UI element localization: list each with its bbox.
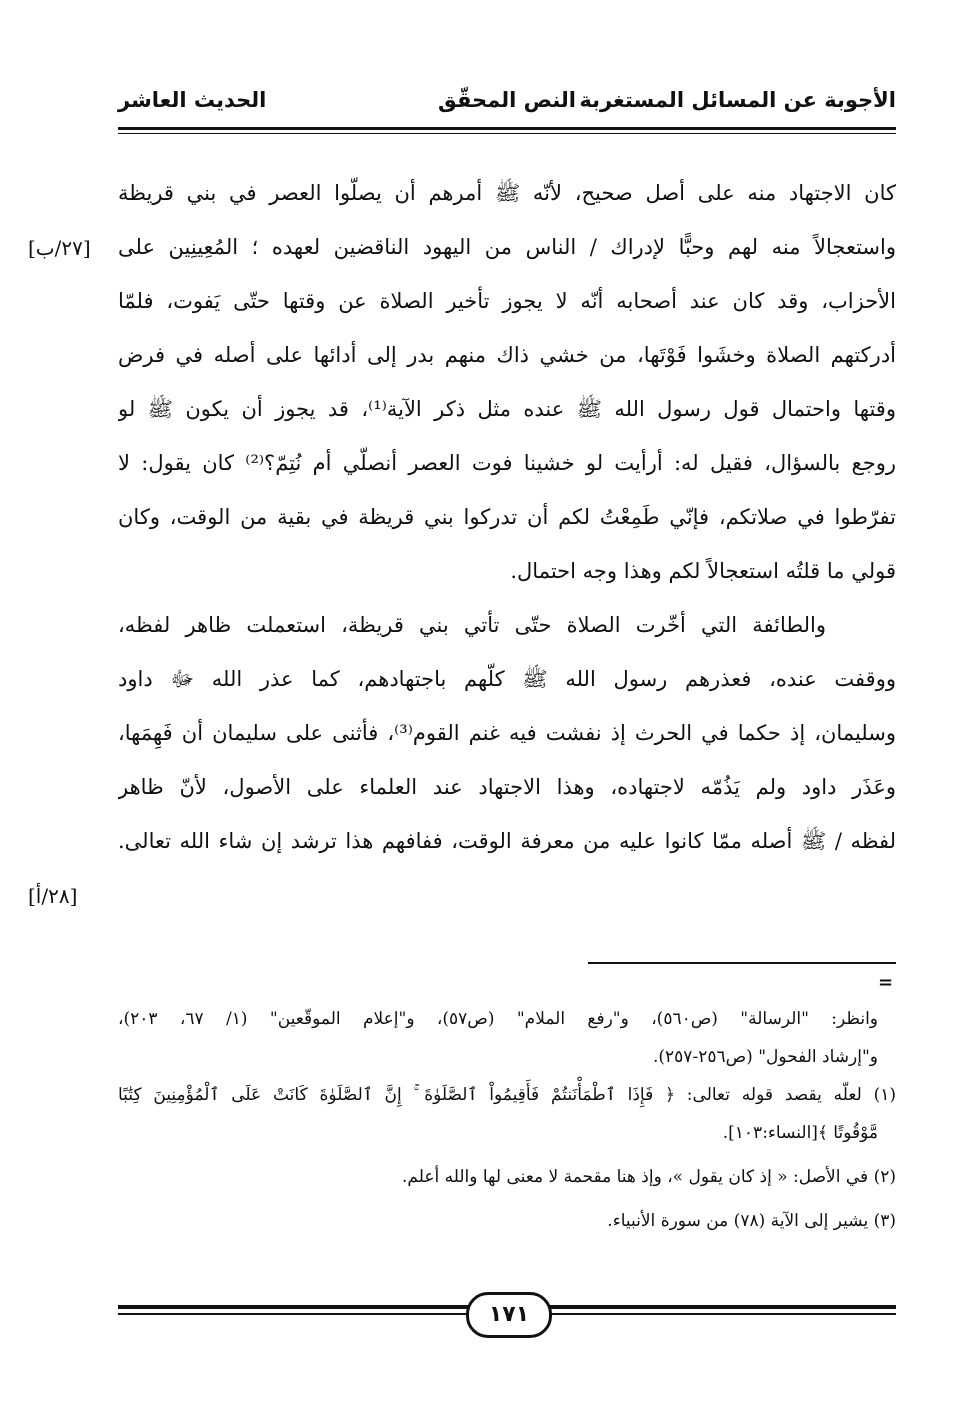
text-line: وسليمان، إذ حكما في الحرث إذ نفشت فيه غنم القوم⁽³⁾، فأثنى على سليمان أن فَهِمَها،	[118, 721, 896, 745]
footnote-3: (٣) يشير إلى الآية (٧٨) من سورة الأنبياء.	[607, 1211, 896, 1231]
footnote-separator	[588, 962, 896, 964]
text-line: قولي ما قلتُه استعجالاً لكم وهذا وجه احتمال.	[510, 559, 896, 583]
text-line: واستعجالاً منه لهم وحبًّا لإدراك / الناس من اليهود الناقضين لعهده ؛ المُعِينِين على	[118, 235, 896, 259]
footnote-1: (١) لعلّه يقصد قوله تعالى: ﴿ فَإِذَا ٱطْمَأْنَنتُمْ فَأَقِيمُواْ ٱلصَّلَوٰةَ ۚ إِنَّ ٱلصَّلَوٰةَ كَانَتْ عَلَى ٱلْمُؤْمِنِينَ كِتَٰبًا	[118, 1085, 896, 1105]
text-line: لفظه / ﷺ أصله ممّا كانوا عليه من معرفة الوقت، ففافهم هذا ترشد إن شاء الله تعالى.	[118, 829, 896, 853]
header-rule-thin	[118, 133, 896, 134]
manuscript-folio-marker: [٢٧/ب]	[28, 236, 91, 260]
footnote-line: و"إرشاد الفحول" (ص٢٥٦-٢٥٧).	[653, 1047, 878, 1067]
running-header	[118, 82, 896, 126]
header-chapter: الحديث العاشر	[118, 88, 267, 112]
footnote-line: وانظر: "الرسالة" (ص٥٦٠)، و"رفع الملام" (ص٥٧)، و"إعلام الموقّعين" (١/ ٦٧، ٢٠٣)،	[118, 1009, 878, 1029]
text-line: تفرّطوا في صلاتكم، فإنّي طَمِعْتُ لكم أن تدركوا بني قريظة في بقية من الوقت، وكان	[118, 505, 896, 529]
main-text	[118, 166, 896, 868]
footnotes	[118, 1000, 896, 1240]
text-line: وعَذَر داود ولم يَذُمّه لاجتهاده، وهذا الاجتهاد عند العلماء على الأصول، لأنّ ظاهر	[118, 775, 896, 799]
footnote-continuation-mark: =	[878, 972, 894, 993]
footnote-1-cont: مَّوْقُوتًا ﴾[النساء:١٠٣].	[722, 1123, 878, 1143]
text-line: الأحزاب، وقد كان عند أصحابه أنّه لا يجوز تأخير الصلاة عن وقتها حتّى يَفوت، فلمّا	[118, 289, 896, 313]
page-number: ١٧١	[466, 1292, 552, 1338]
text-line: أدركتهم الصلاة وخشَوا فَوْتَها، من خشي ذاك منهم بدر إلى أدائها على أصله في فرض	[118, 343, 896, 367]
header-rule-thick	[118, 127, 896, 130]
text-line: والطائفة التي أخّرت الصلاة حتّى تأتي بني قريظة، استعملت ظاهر لفظه،	[118, 613, 826, 637]
text-line: كان الاجتهاد منه على أصل صحيح، لأنّه ﷺ أمرهم أن يصلّوا العصر في بني قريظة	[118, 181, 896, 205]
footnote-2: (٢) في الأصل: « إذ كان يقول »، وإذ هنا مقحمة لا معنى لها والله أعلم.	[402, 1167, 896, 1187]
text-line: ووقفت عنده، فعذرهم رسول الله ﷺ كلّهم باجتهادهم، كما عذر الله ﷻ داود	[118, 667, 896, 691]
header-section: النص المحقّق	[438, 88, 576, 112]
header-book-title: الأجوبة عن المسائل المستغربة	[579, 88, 896, 112]
text-line: وقتها واحتمال قول رسول الله ﷺ عنده مثل ذكر الآية⁽¹⁾، قد يجوز أن يكون ﷺ لو	[118, 397, 896, 421]
manuscript-folio-marker: [٢٨/أ]	[28, 884, 78, 908]
text-line: روجع بالسؤال، فقيل له: أرأيت لو خشينا فوت العصر أنصلّي أم نُتِمّ؟⁽²⁾ كان يقول: لا	[118, 451, 896, 475]
